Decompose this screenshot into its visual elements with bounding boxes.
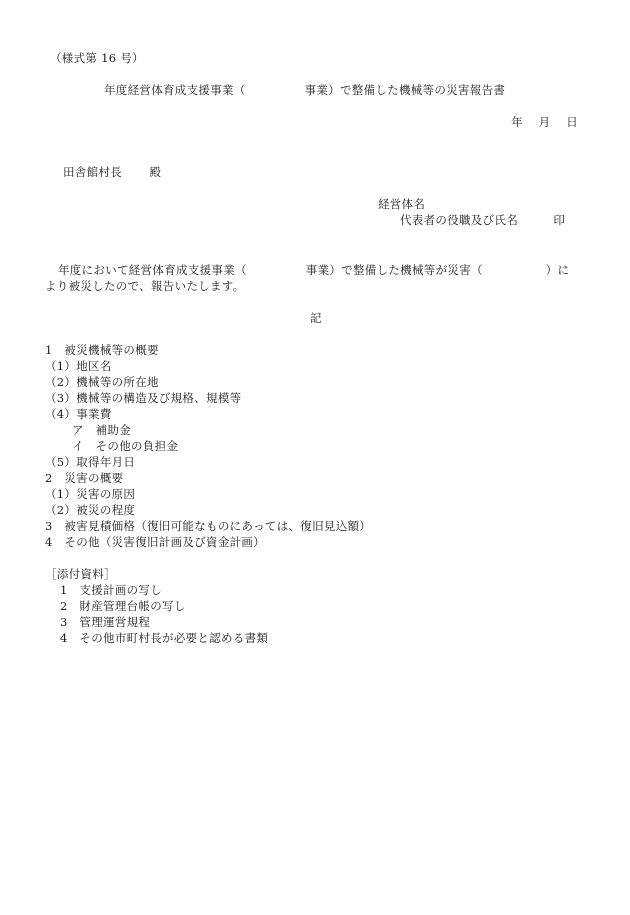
list-item: 1 支援計画の写し [60, 583, 163, 597]
list-item: （2）機械等の所在地 [45, 375, 159, 389]
body-text-line-2: より被災したので、報告いたします。 [45, 279, 245, 293]
list-item: （1）災害の原因 [45, 487, 136, 501]
ki-heading: 記 [310, 311, 322, 325]
list-item: イ その他の負担金 [72, 439, 179, 453]
attachments-heading: ［添付資料］ [45, 567, 116, 581]
representative-label: 代表者の役職及び氏名 印 [400, 213, 566, 227]
list-item: （5）取得年月日 [45, 455, 136, 469]
form-number: （様式第 16 号） [50, 51, 144, 65]
document-title: 年度経営体育成支援事業（ 事業）で整備した機械等の災害報告書 [104, 83, 506, 97]
entity-name-label: 経営体名 [378, 197, 426, 211]
list-item: 1 被災機械等の概要 [45, 343, 159, 357]
date-line: 年 月 日 [511, 115, 578, 129]
list-item: 3 被害見積価格（復旧可能なものにあっては、復旧見込額） [45, 519, 372, 533]
list-item: （1）地区名 [45, 359, 112, 373]
list-item: 2 災害の概要 [45, 471, 124, 485]
list-item: 4 その他市町村長が必要と認める書類 [60, 631, 269, 645]
list-item: （3）機械等の構造及び規格、規模等 [45, 391, 242, 405]
list-item: ア 補助金 [72, 423, 131, 437]
addressee: 田舎館村長 殿 [63, 165, 162, 179]
list-item: （4）事業費 [45, 407, 112, 421]
list-item: 3 管理運営規程 [60, 615, 151, 629]
body-text-line-1: 年度において経営体育成支援事業（ 事業）で整備した機械等が災害（ ）に [58, 263, 570, 277]
list-item: 4 その他（災害復旧計画及び資金計画） [45, 535, 266, 549]
list-item: 2 財産管理台帳の写し [60, 599, 186, 613]
list-item: （2）被災の程度 [45, 503, 136, 517]
